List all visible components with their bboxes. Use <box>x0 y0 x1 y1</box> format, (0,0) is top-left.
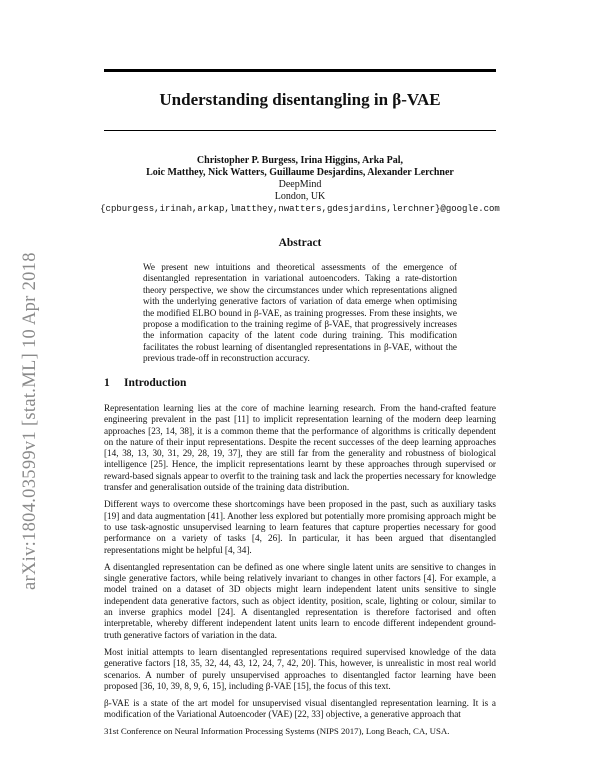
conference-footer: 31st Conference on Neural Information Processing Systems (NIPS 2017), Long Beach, CA, USA. <box>104 726 450 736</box>
section-number: 1 <box>104 377 110 389</box>
paragraph: Most initial attempts to learn disentangled representations required supervised knowledge of the data generative factors [18, 35, 32, 44, 43, 12, 24, 7, 42, 20]. This, however, is unrealistic in most real world scenarios. A number of purely unsupervised approaches to disentangled factor learning have been proposed [36, 10, 39, 8, 9, 6, 15], including β-VAE [15], the focus of this text. <box>104 646 496 691</box>
author-emails: {cpburgess,irinah,arkap,lmatthey,nwatters,gdesjardins,lerchner}@google.com <box>100 204 500 214</box>
title-rule-top <box>104 69 496 72</box>
paragraph: Representation learning lies at the core of machine learning research. From the hand-crafted feature engineering prevalent in the past [11] to implicit representation learning of the modern deep learning approaches [23, 14, 38], it is a common theme that the performance of algorithms is critically dependent on the nature of their input representations. Despite the recent successes of the deep learning approaches [14, 38, 13, 30, 31, 29, 28, 19, 37], they are still far from the generality and robustness of biological intelligence [25]. Hence, the implicit representations learnt by these approaches through supervised or reward-based signals appear to overfit to the training task and lack the properties necessary for knowledge transfer and generalisation outside of the training data distribution. <box>104 403 496 493</box>
affiliation: DeepMind <box>278 179 322 190</box>
paragraph: Different ways to overcome these shortcomings have been proposed in the past, such as auxiliary tasks [19] and data augmentation [41]. Another less explored but potentially more promising approach might be to use task-agnostic unsupervised learning to learn features that capture properties necessary for good performance on a variety of tasks [4, 26]. In particular, it has been argued that disentangled representations might be helpful [4, 34]. <box>104 499 496 555</box>
author-names-line-1: Christopher P. Burgess, Irina Higgins, Arka Pal, <box>196 155 404 166</box>
paper-title: Understanding disentangling in β-VAE <box>159 90 441 109</box>
title-rule-bottom <box>104 130 496 131</box>
abstract-heading: Abstract <box>278 237 322 249</box>
section-heading <box>104 377 186 389</box>
section-title: Introduction <box>124 377 187 389</box>
paragraph: A disentangled representation can be defined as one where single latent units are sensitive to changes in single generative factors, while being relatively invariant to changes in other factors [4]. For example, a model trained on a dataset of 3D objects might learn independent latent units sensitive to single independent data generative factors, such as object identity, position, scale, lighting or colour, similar to an inverse graphics model [24]. A disentangled representation is therefore factorised and often interpretable, whereby different independent latent units learn to encode different independent ground-truth generative factors of variation in the data. <box>104 561 496 640</box>
author-names-line-2: Loic Matthey, Nick Watters, Guillaume Desjardins, Alexander Lerchner <box>146 167 454 178</box>
arxiv-stamp: arXiv:1804.03599v1 [stat.ML] 10 Apr 2018 <box>20 252 40 590</box>
section-body <box>104 403 496 727</box>
author-block <box>90 155 510 215</box>
paragraph: β-VAE is a state of the art model for unsupervised visual disentangled representation learning. It is a modification of the Variational Autoencoder (VAE) [22, 33] objective, a generative approach that <box>104 698 496 720</box>
location: London, UK <box>274 191 326 202</box>
abstract-text: We present new intuitions and theoretical assessments of the emergence of disentangled representation in variational autoencoders. Taking a rate-distortion theory perspective, we show the circumstances under which representations aligned with the underlying generative factors of variation of data emerge when optimising the modified ELBO bound in β-VAE, as training progresses. From these insights, we propose a modification to the training regime of β-VAE, that progressively increases the information capacity of the latent code during training. This modification facilitates the robust learning of disentangled representations in β-VAE, without the previous trade-off in reconstruction accuracy. <box>143 262 457 364</box>
